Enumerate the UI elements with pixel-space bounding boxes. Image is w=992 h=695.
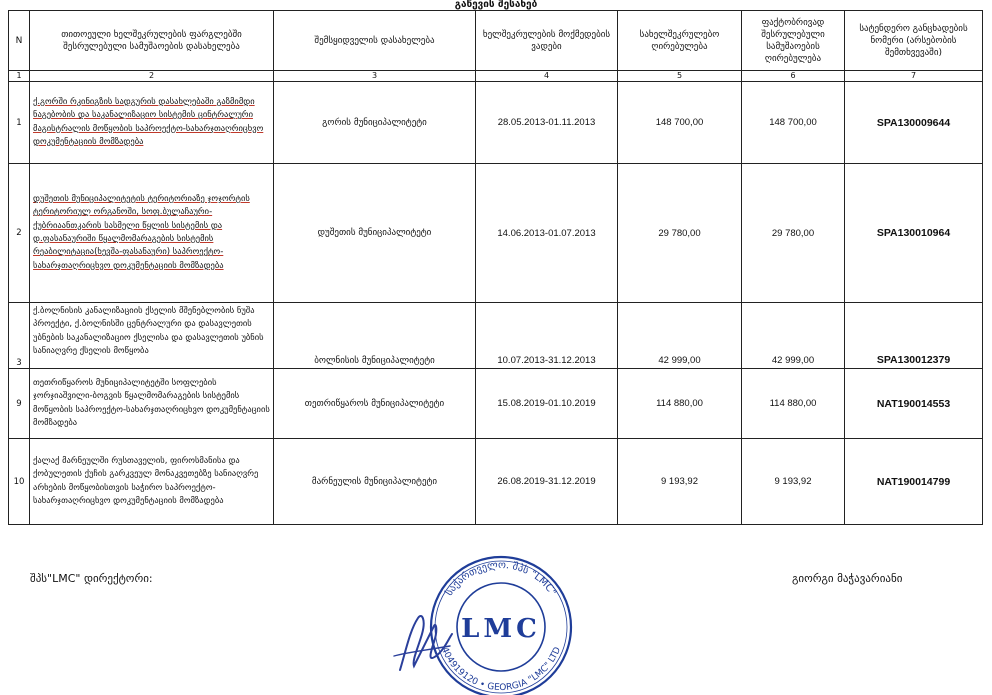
header-n: N: [9, 11, 30, 71]
signature: [388, 600, 458, 680]
col-number: 7: [845, 71, 983, 82]
row-number: 9: [9, 369, 30, 439]
tender-number: SPA130009644: [845, 82, 983, 164]
row-number: 10: [9, 439, 30, 525]
stamp-logo-text: LMC: [461, 614, 541, 644]
stamp-ring-top-text: საქართველო. შპს "LMC": [443, 559, 559, 599]
header-contract-value: სახელშეკრულებო ღირებულება: [618, 11, 742, 71]
header-actual-value: ფაქტობრივად შესრულებული სამუშაოების ღირებულება: [742, 11, 845, 71]
row-number: 2: [9, 164, 30, 303]
contract-period: 26.08.2019-31.12.2019: [476, 439, 618, 525]
buyer-name: დუშეთის მუნიციპალიტეტი: [274, 164, 476, 303]
contract-period: 10.07.2013-31.12.2013: [476, 303, 618, 369]
director-label: შპს"LMC" დირექტორი:: [30, 572, 153, 585]
actual-value: 42 999,00: [742, 303, 845, 369]
contract-value: 148 700,00: [618, 82, 742, 164]
signature-stroke: [400, 616, 452, 670]
buyer-name: მარნეულის მუნიციპალიტეტი: [274, 439, 476, 525]
actual-value: 29 780,00: [742, 164, 845, 303]
header-period: ხელშეკრულების მოქმედების ვადები: [476, 11, 618, 71]
work-description: დუშეთის მუნიციპალიტეტის ტერიტორიაზე ჯოჯორტის ტერიტორიულ ორგანოში, სოფ.ბულაჩაური-ქუბრიაანთკარის სასმელი წყლის სისტემის და დ.ფასანაურიში წყალმომარაგების სისტემის რეაბილიტაცია(ხევშა-ფასანაური) საპროექტო-სახარჯთაღრიცხვო დოკუმენტაციის მომზადება: [30, 164, 274, 303]
header-buyer: შემსყიდველის დასახელება: [274, 11, 476, 71]
table-row: [9, 303, 983, 369]
contract-period: 28.05.2013-01.11.2013: [476, 82, 618, 164]
row-number: 1: [9, 82, 30, 164]
contract-period: 14.06.2013-01.07.2013: [476, 164, 618, 303]
stamp-ring-bottom-text: 404919120 • GEORGIA "LMC" LTD: [438, 645, 564, 694]
director-name: გიორგი მაჭავარიანი: [792, 572, 903, 585]
tender-number: SPA130012379: [845, 303, 983, 369]
col-number: 1: [9, 71, 30, 82]
actual-value: 148 700,00: [742, 82, 845, 164]
table-row: [9, 82, 983, 164]
table-row: [9, 369, 983, 439]
buyer-name: გორის მუნიციპალიტეტი: [274, 82, 476, 164]
tender-number: NAT190014553: [845, 369, 983, 439]
actual-value: 114 880,00: [742, 369, 845, 439]
col-number: 2: [30, 71, 274, 82]
header-tender-number: სატენდერო განცხადების ნომერი (არსებობის შემთხვევაში): [845, 11, 983, 71]
contract-period: 15.08.2019-01.10.2019: [476, 369, 618, 439]
column-number-row: [9, 71, 983, 82]
work-description: ქ.გორში რკინიგზის სადგურის დასახლებაში გაზმიმდი ნაგებობის და საკანალიზაციო სისტემის ცინტრალური მაგისტრალის მოწყობის საპროექტო-სახარჯთაღრიცხვო დოკუმენტაციის მომზადება: [30, 82, 274, 164]
row-number: 3: [9, 303, 30, 369]
contract-value: 29 780,00: [618, 164, 742, 303]
buyer-name: ბოლნისის მუნიციპალიტეტი: [274, 303, 476, 369]
col-number: 3: [274, 71, 476, 82]
header-row: [9, 11, 983, 71]
work-description: [30, 303, 274, 369]
page-title: გაწევის შესახებ: [454, 0, 538, 10]
header-work: თითოეული ხელშეკრულების ფარგლებში შესრულებული სამუშაოების დასახელება: [30, 11, 274, 71]
col-number: 4: [476, 71, 618, 82]
tender-number: SPA130010964: [845, 164, 983, 303]
work-description: თეთრიწყაროს მუნიციპალიტეტში სოფლების ჯორჯიაშვილი-ბოგვის წყალმომარაგების სისტემის მოწყობის საპროექტო-სახარჯთაღრიცხვო დოკუმენტაციის მომზადება: [30, 369, 274, 439]
work-description-text: ქ.ბოლნისის კანალიზაციის ქსელის მშენებლობის ნუშა პროექტი, ქ.ბოლნისში ცენტრალური და დასავლეთის უბნების საკანალიზაციო ქსელისა და დასავლეთის უბნის სანიაღვრე ქსელის მოწყობა: [33, 306, 264, 356]
actual-value: 9 193,92: [742, 439, 845, 525]
buyer-name: თეთრიწყაროს მუნიციპალიტეტი: [274, 369, 476, 439]
work-description: ქალაქ მარნეულში რუსთაველის, ფიროსმანისა და ქობულეთის ქუჩის გარკვეულ მონაკვეთებზე სანიაღვრე არხების მოწყობისთვის საჭირო საპროექტო-სახარჯთაღრიცხვო დოკუმენტაციის მომზადება: [30, 439, 274, 525]
contract-value: 114 880,00: [618, 369, 742, 439]
col-number: 6: [742, 71, 845, 82]
contracts-table: [8, 10, 983, 525]
col-number: 5: [618, 71, 742, 82]
table-row: [9, 439, 983, 525]
contract-value: 9 193,92: [618, 439, 742, 525]
tender-number: NAT190014799: [845, 439, 983, 525]
table-row: [9, 164, 983, 303]
contract-value: 42 999,00: [618, 303, 742, 369]
